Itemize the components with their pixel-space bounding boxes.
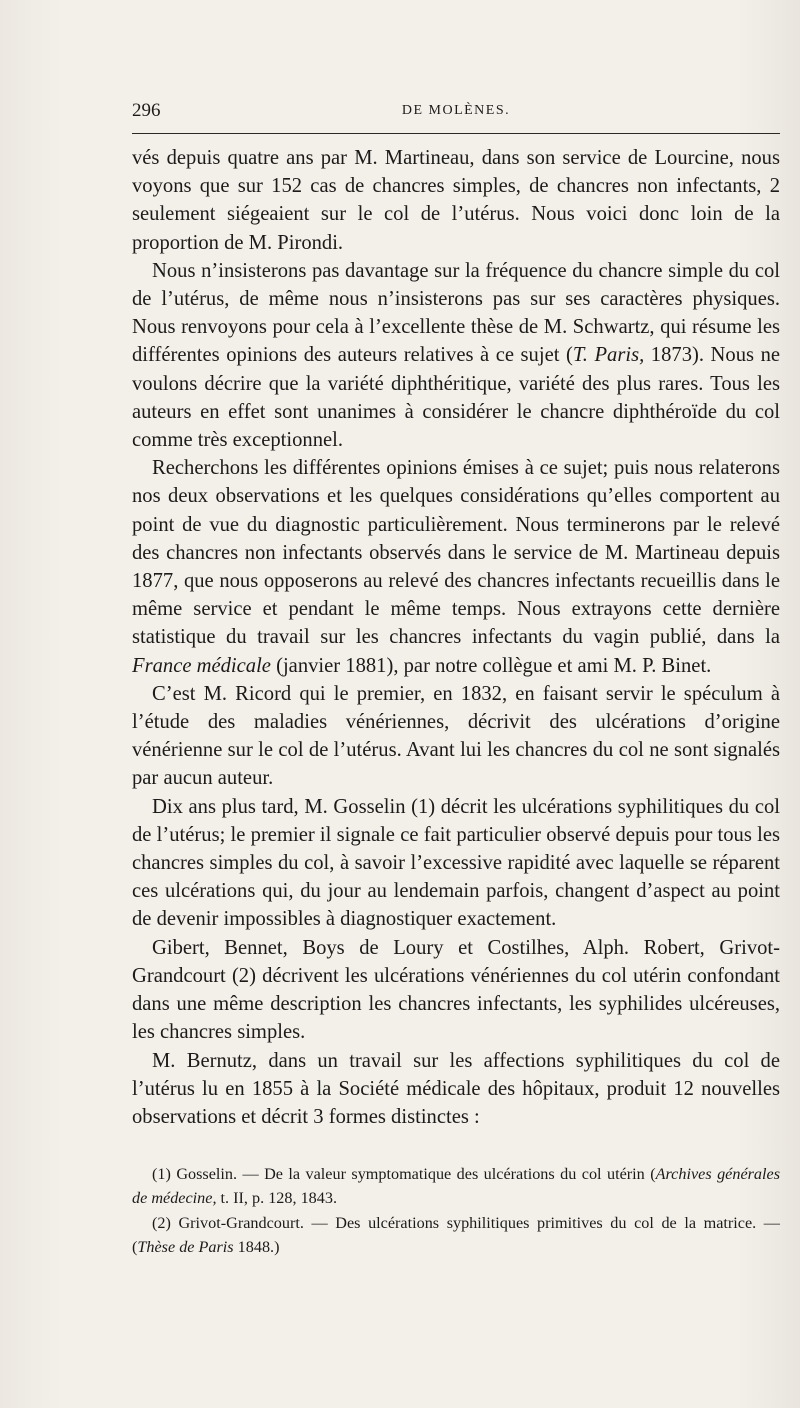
page-number: 296 [132,100,161,121]
paragraph-6-text: Gibert, Bennet, Boys de Loury et Costilhes, Alph. Robert, Grivot-Grandcourt (2) décrivent les ulcérations vénériennes du col utérin confondant dans une même description les chancres infectants, les syphilides ulcéreuses, les chancres simples. [132,936,780,1044]
paragraph-7-text: M. Bernutz, dans un travail sur les affections syphilitiques du col de l’utérus lu en 1855 à la Société médicale des hôpitaux, produit 12 nouvelles observations et décrit 3 formes distinctes : [132,1049,780,1128]
running-head: DE MOLÈNES. [401,103,511,118]
paragraph-2-text-a: Nous n’insisterons pas davantage sur la fréquence du chancre simple du col de l’utérus, de même nous n’insisterons pas sur ses caractères physiques. Nous renvoyons pour cela à l’excellente thèse de M. Schwartz, qui résume les différentes opinions des auteurs relatives à ce sujet ( [132,259,780,367]
footnote-1-text-a: (1) Gosselin. — De la valeur symptomatique des ulcérations du col utérin ( [152,1165,656,1183]
paragraph-2-text-b: 1873). Nous ne voulons décrire que la variété diphthéritique, variété des plus rares. Tous les auteurs en effet sont unanimes à considérer le chancre diphthéroïde du col comme très exceptionnel. [132,344,781,452]
footnote-2-thesis: Thèse de Paris [137,1237,234,1256]
footnote-2 [132,1212,780,1259]
paragraph-3-text-b: (janvier 1881), par notre collègue et ami M. P. Binet. [270,654,712,677]
paragraph-1 [132,144,780,257]
body-text [132,144,780,1131]
paragraph-2-citation: T. Paris, [572,344,645,367]
paragraph-4-text: C’est M. Ricord qui le premier, en 1832, en faisant servir le spéculum à l’étude des maladies vénériennes, décrivit des ulcérations d’origine vénérienne sur le col de l’utérus. Avant lui les chancres du col ne sont signalés par aucun auteur. [132,682,780,790]
paragraph-3-journal: France médicale [132,654,271,677]
footnote-2-text-b: 1848.) [233,1237,280,1256]
footnote-1-journal: Archives générales de médecine, [132,1165,780,1207]
footnote-1 [132,1163,780,1210]
footnotes [132,1163,780,1261]
header-rule [132,133,780,134]
paragraph-1-text: vés depuis quatre ans par M. Martineau, dans son service de Lourcine, nous voyons que sur 152 cas de chancres simples, de chancres non infectants, 2 seulement siégeaient sur le col de l’utérus. Nous voici donc loin de la proportion de M. Pirondi. [132,147,780,254]
paragraph-5-text: Dix ans plus tard, M. Gosselin (1) décrit les ulcérations syphilitiques du col de l’utérus; le premier il signale ce fait particulier observé depuis pour tous les chancres simples du col, à savoir l’excessive rapidité avec laquelle se réparent ces ulcérations qui, du jour au lendemain parfois, changent d’aspect au point de devenir impossibles à diagnostiquer exactement. [132,795,780,931]
paragraph-2 [132,257,780,454]
page-header [132,100,780,128]
footnote-2-text-a: (2) Grivot-Grandcourt. — Des ulcérations syphilitiques primitives du col de la matrice. — ( [132,1214,780,1256]
paragraph-4 [132,680,780,793]
paragraph-3-text-a: Recherchons les différentes opinions émises à ce sujet; puis nous relaterons nos deux observations et les quelques considérations qu’elles comportent au point de vue du diagnostic particulièrement. Nous terminerons par le relevé des chancres non infectants observés dans le service de M. Martineau depuis 1877, que nous opposerons au relevé des chancres infectants recueillis dans le même service et pendant le même temps. Nous extrayons cette dernière statistique du travail sur les chancres infectants du vagin publié, dans la [132,457,780,649]
paragraph-7 [132,1047,780,1132]
footnote-1-text-b: t. II, p. 128, 1843. [216,1188,337,1207]
paragraph-5 [132,793,780,934]
paragraph-3 [132,454,780,680]
paragraph-6 [132,934,780,1047]
